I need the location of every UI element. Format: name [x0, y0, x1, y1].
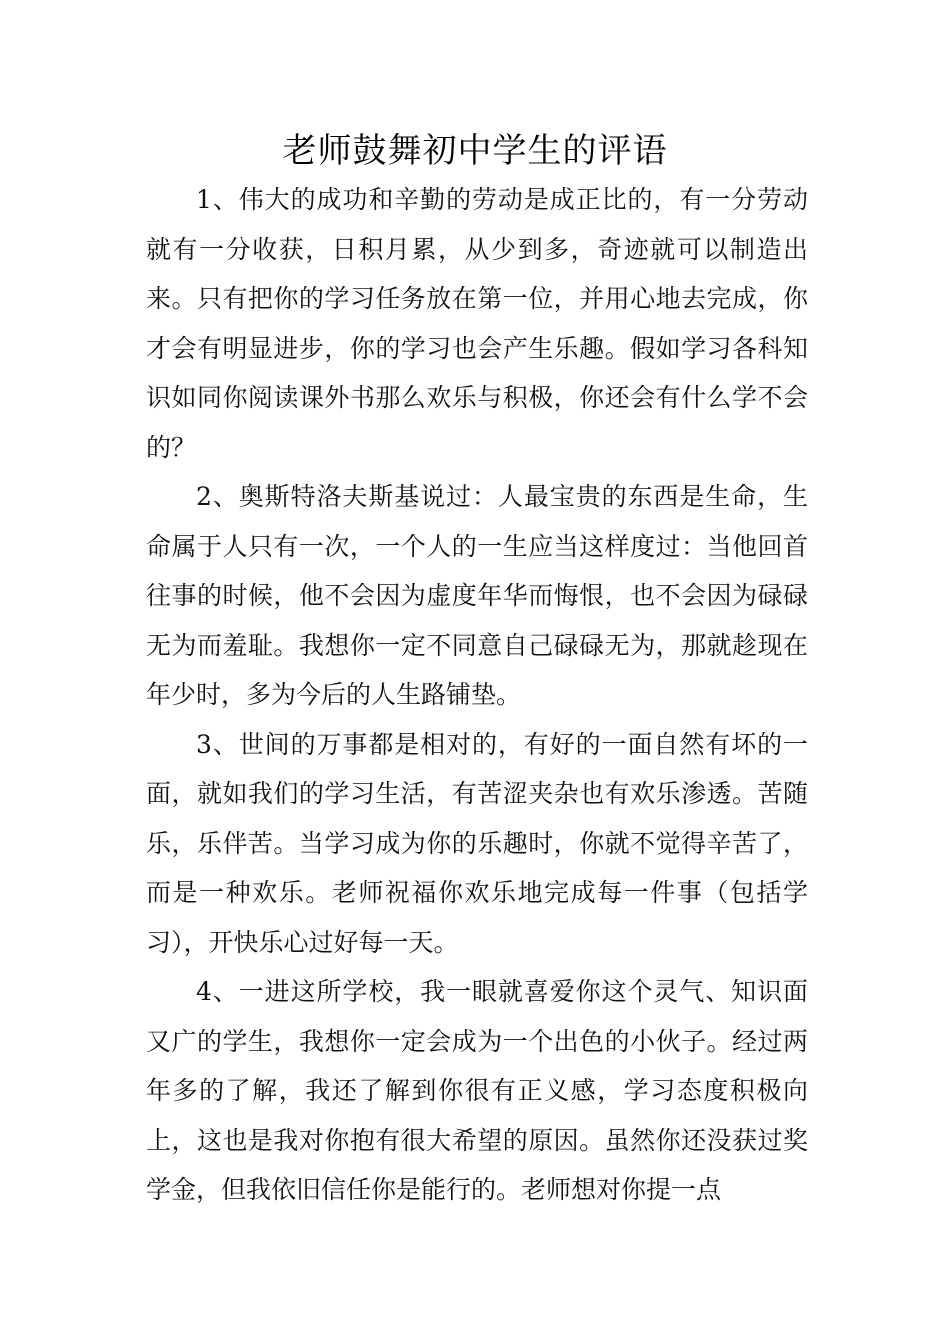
- document-title: 老师鼓舞初中学生的评语: [282, 131, 668, 171]
- paragraph-3: 3、世间的万事都是相对的，有好的一面自然有坏的一面，就如我们的学习生活，有苦涩夹杂也有欢乐渗透。苦随乐，乐伴苦。当学习成为你的乐趣时，你就不觉得辛苦了，而是一种欢乐。老师祝福你欢乐地完成每一件事（包括学习），开快乐心过好每一天。: [146, 729, 808, 957]
- paragraph-1: 1、伟大的成功和辛勤的劳动是成正比的，有一分劳动就有一分收获，日积月累，从少到多，奇迹就可以制造出来。只有把你的学习任务放在第一位，并用心地去完成，你才会有明显进步，你的学习也会产生乐趣。假如学习各科知识如同你阅读课外书那么欢乐与积极，你还会有什么学不会的？: [146, 185, 808, 462]
- document-body: [146, 175, 808, 1215]
- paragraph-4: 4、一进这所学校，我一眼就喜爱你这个灵气、知识面又广的学生，我想你一定会成为一个出色的小伙子。经过两年多的了解，我还了解到你很有正义感，学习态度积极向上，这也是我对你抱有很大希望的原因。虽然你还没获过奖学金，但我依旧信任你是能行的。老师想对你提一点: [146, 977, 808, 1204]
- paragraph-2: 2、奥斯特洛夫斯基说过：人最宝贵的东西是生命，生命属于人只有一次，一个人的一生应当这样度过：当他回首往事的时候，他不会因为虚度年华而悔恨，也不会因为碌碌无为而羞耻。我想你一定不同意自己碌碌无为，那就趁现在年少时，多为今后的人生路铺垫。: [146, 482, 808, 709]
